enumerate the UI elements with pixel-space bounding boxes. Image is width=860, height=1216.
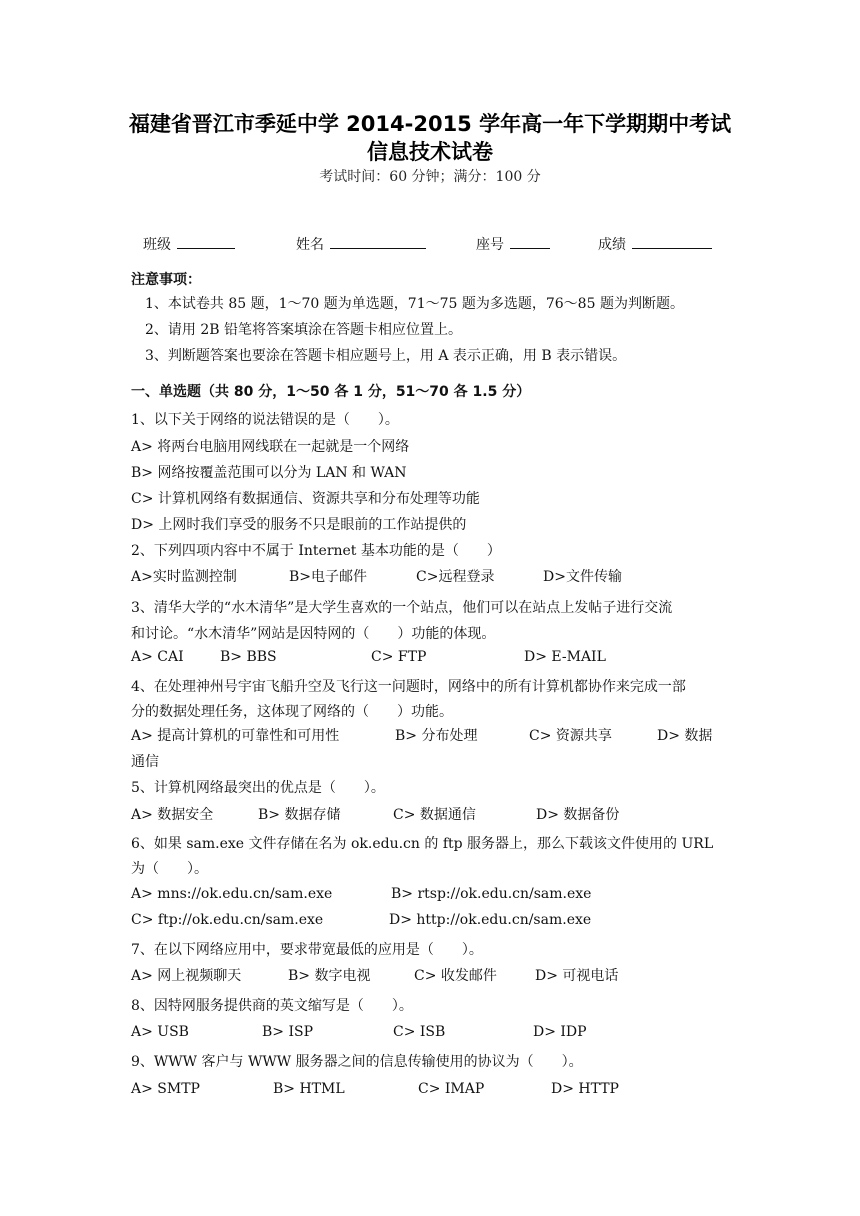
option-b: B> 网络按覆盖范围可以分为 LAN 和 WAN — [131, 465, 407, 481]
question-stem: 8、因特网服务提供商的英文缩写是（ ）。 — [131, 998, 413, 1014]
question-stem: 2、下列四项内容中不属于 Internet 基本功能的是（ ） — [131, 543, 501, 559]
option-d: D> 上网时我们享受的服务不只是眼前的工作站提供的 — [131, 517, 467, 533]
question-stem-cont: 分的数据处理任务，这体现了网络的（ ）功能。 — [131, 704, 453, 720]
option-a: A> mns://ok.edu.cn/sam.exe — [131, 886, 333, 902]
option-c: C> 计算机网络有数据通信、资源共享和分布处理等功能 — [131, 491, 480, 507]
score-field — [598, 232, 712, 254]
seat-blank[interactable] — [510, 232, 550, 249]
option-c: C> FTP — [371, 649, 427, 665]
question-stem: 1、以下关于网络的说法错误的是（ ）。 — [131, 412, 399, 428]
option-b: B> ISP — [262, 1024, 314, 1040]
note-item: 2、请用 2B 铅笔将答案填涂在答题卡相应位置上。 — [145, 322, 463, 338]
option-d: D> 数据备份 — [536, 807, 620, 823]
question-stem-cont: 为（ ）。 — [131, 861, 208, 877]
score-blank[interactable] — [632, 232, 712, 249]
option-d: D> 可视电话 — [535, 968, 619, 984]
question-stem: 4、在处理神州号宇宙飞船升空及飞行这一问题时，网络中的所有计算机都协作来完成一部 — [131, 679, 686, 695]
seat-label: 座号 — [476, 237, 504, 253]
exam-info: 考试时间：60 分钟；满分：100 分 — [319, 169, 541, 185]
note-item: 1、本试卷共 85 题，1～70 题为单选题，71～75 题为多选题，76～85 题为判断题。 — [145, 296, 684, 312]
option-c: C> 数据通信 — [393, 807, 476, 823]
option-b: B> HTML — [273, 1081, 345, 1097]
option-a: A> 将两台电脑用网线联在一起就是一个网络 — [131, 439, 410, 455]
student-info-row — [0, 232, 860, 254]
notes-heading: 注意事项： — [131, 272, 201, 288]
section-heading: 一、单选题（共 80 分，1～50 各 1 分，51～70 各 1.5 分） — [131, 384, 531, 400]
option-a: A> 网上视频聊天 — [131, 968, 242, 984]
option-b: B>电子邮件 — [289, 569, 368, 585]
option-a: A> 提高计算机的可靠性和可用性 — [131, 728, 340, 744]
option-a: A> USB — [131, 1024, 189, 1040]
option-d: D> HTTP — [551, 1081, 619, 1097]
class-label: 班级 — [143, 237, 171, 253]
option-d: D>文件传输 — [543, 569, 622, 585]
option-d: D> E-MAIL — [524, 649, 606, 665]
class-blank[interactable] — [177, 232, 235, 249]
option-d: D> 数据 — [657, 728, 713, 744]
option-d-wrap: 通信 — [131, 754, 159, 770]
option-b: B> BBS — [220, 649, 277, 665]
option-d: D> IDP — [533, 1024, 587, 1040]
seat-field — [476, 232, 550, 254]
option-c: C> 资源共享 — [529, 728, 612, 744]
question-stem: 7、在以下网络应用中，要求带宽最低的应用是（ ）。 — [131, 942, 483, 958]
option-b: B> 数据存储 — [258, 807, 341, 823]
option-b: B> 分布处理 — [395, 728, 478, 744]
name-field — [296, 232, 426, 254]
exam-title-line2: 信息技术试卷 — [367, 140, 493, 164]
question-stem: 6、如果 sam.exe 文件存储在名为 ok.edu.cn 的 ftp 服务器上，那么下载该文件使用的 URL — [131, 836, 714, 852]
option-d: D> http://ok.edu.cn/sam.exe — [389, 912, 592, 928]
option-b: B> rtsp://ok.edu.cn/sam.exe — [391, 886, 592, 902]
note-item: 3、判断题答案也要涂在答题卡相应题号上，用 A 表示正确，用 B 表示错误。 — [145, 348, 627, 364]
exam-title-line1: 福建省晋江市季延中学 2014-2015 学年高一年下学期期中考试 — [128, 112, 732, 136]
option-c: C>远程登录 — [416, 569, 495, 585]
option-c: C> ftp://ok.edu.cn/sam.exe — [131, 912, 324, 928]
question-stem-cont: 和讨论。“水木清华”网站是因特网的（ ）功能的体现。 — [131, 626, 496, 642]
score-label: 成绩 — [598, 237, 626, 253]
question-stem: 9、WWW 客户与 WWW 服务器之间的信息传输使用的协议为（ ）。 — [131, 1054, 583, 1070]
option-c: C> 收发邮件 — [414, 968, 497, 984]
question-stem: 3、清华大学的“水木清华”是大学生喜欢的一个站点，他们可以在站点上发帖子进行交流 — [131, 600, 673, 616]
question-stem: 5、计算机网络最突出的优点是（ ）。 — [131, 780, 385, 796]
class-field — [143, 232, 235, 254]
option-a: A>实时监测控制 — [131, 569, 237, 585]
option-a: A> 数据安全 — [131, 807, 214, 823]
name-blank[interactable] — [330, 232, 426, 249]
option-c: C> ISB — [393, 1024, 446, 1040]
option-a: A> CAI — [131, 649, 184, 665]
option-b: B> 数字电视 — [288, 968, 371, 984]
option-c: C> IMAP — [418, 1081, 485, 1097]
name-label: 姓名 — [296, 237, 324, 253]
option-a: A> SMTP — [131, 1081, 200, 1097]
